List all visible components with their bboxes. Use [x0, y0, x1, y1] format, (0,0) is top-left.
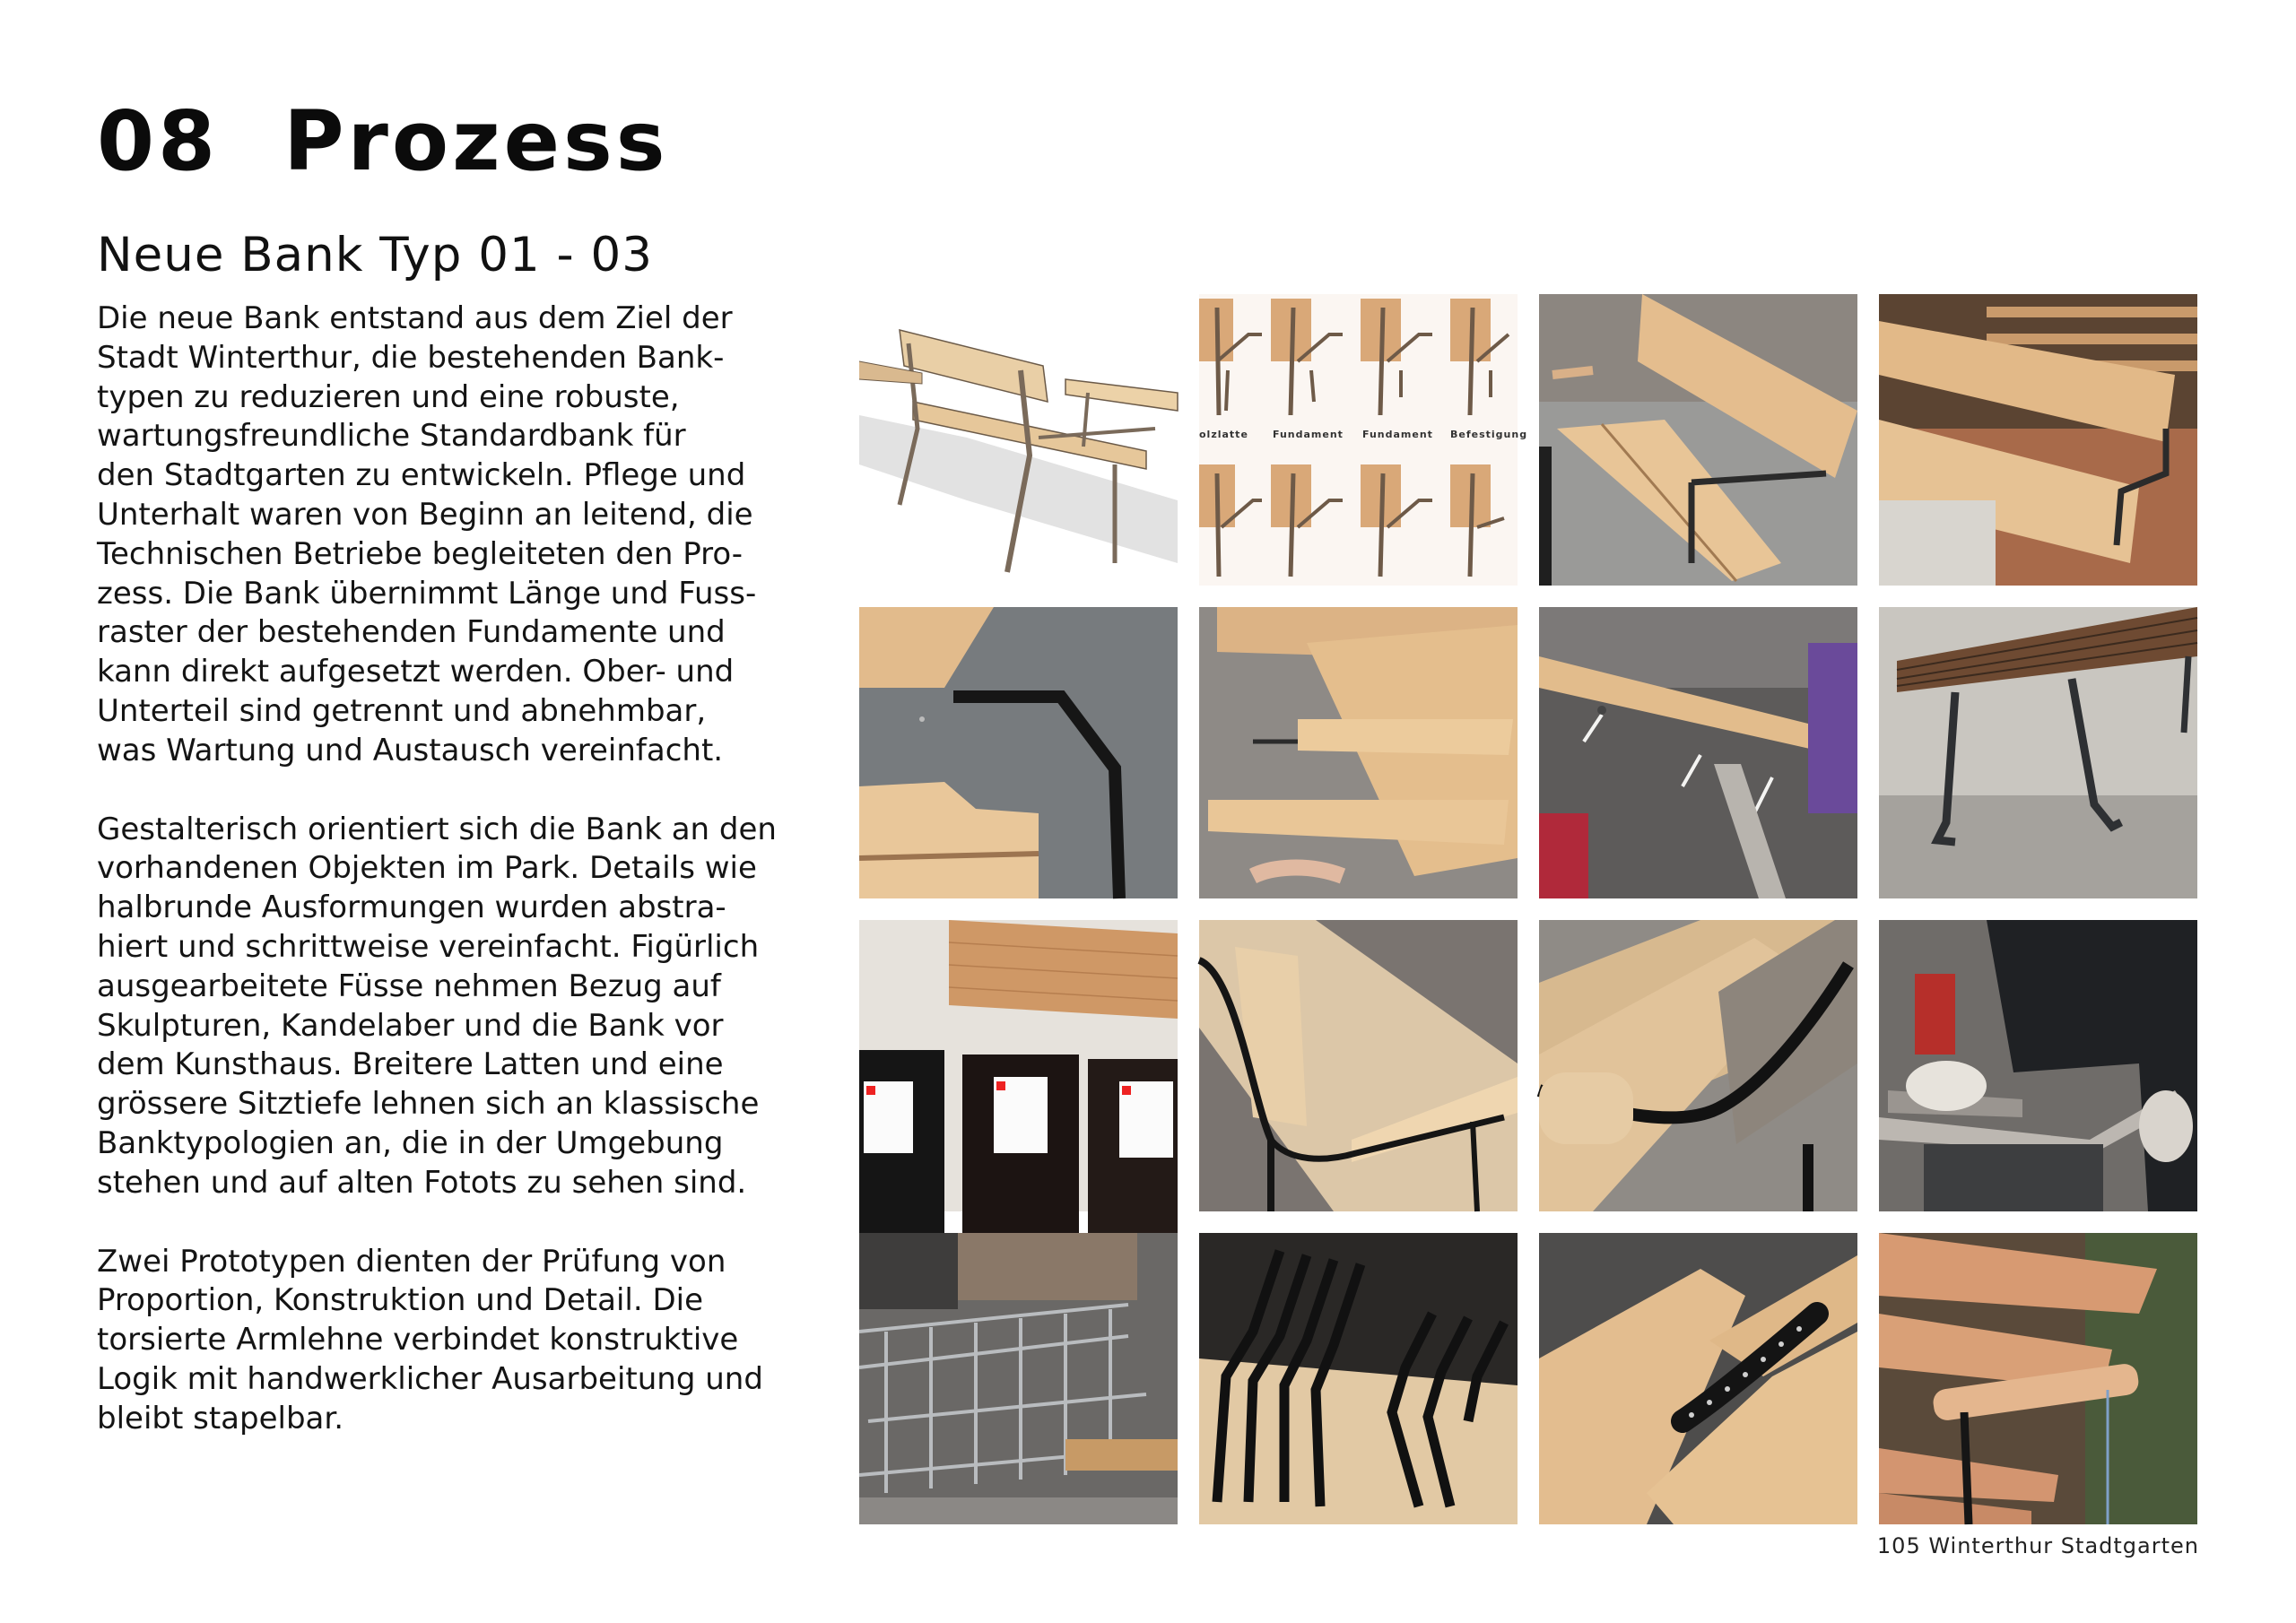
- text-line: Unterhalt waren von Beginn an leitend, die: [97, 496, 753, 533]
- text-line: was Wartung und Austausch vereinfacht.: [97, 732, 724, 768]
- text-line: torsierte Armlehne verbindet konstruktive: [97, 1322, 739, 1358]
- text-line: vorhandenen Objekten im Park. Details wie: [97, 850, 757, 887]
- page-caption: 105 Winterthur Stadtgarten: [1876, 1533, 2199, 1558]
- text-line: Banktypologien an, die in der Umgebung: [97, 1124, 724, 1161]
- text-line: Technischen Betriebe begleiteten den Pro-: [97, 535, 744, 572]
- text-line: hiert und schrittweise vereinfacht. Figürlich: [97, 928, 760, 965]
- photo-armrest-in-hand: [1199, 607, 1518, 898]
- text-line: typen zu reduzieren und eine robuste,: [97, 378, 680, 415]
- text-line: Die neue Bank entstand aus dem Ziel der: [97, 300, 733, 336]
- page-title: 08 Prozess: [97, 93, 669, 189]
- photo-grid: [859, 294, 2199, 1524]
- text-line: den Stadtgarten zu entwickeln. Pflege und: [97, 457, 746, 494]
- text-line: stehen und auf alten Fotots zu sehen sind.: [97, 1164, 747, 1201]
- text-line: kann direkt aufgesetzt werden. Ober- und: [97, 654, 735, 690]
- text-line: Stadt Winterthur, die bestehenden Bank-: [97, 339, 725, 376]
- text-line: halbrunde Ausformungen wurden abstra-: [97, 890, 726, 926]
- text-line: Proportion, Konstruktion und Detail. Die: [97, 1282, 703, 1319]
- photo-black-frames: [1199, 1233, 1518, 1524]
- photo-bench-render: [859, 294, 1178, 586]
- text-line: zess. Die Bank übernimmt Länge und Fuss-: [97, 575, 757, 612]
- photo-color-samples: [859, 920, 1178, 1211]
- paragraph-design: [97, 811, 814, 1203]
- variant-label: Befestigung: [1450, 429, 1528, 440]
- photo-connector-plate: [1539, 1233, 1857, 1524]
- text-line: dem Kunsthaus. Breitere Latten und eine: [97, 1046, 724, 1083]
- photo-prototype-bench-angle: [1879, 294, 2197, 586]
- paragraph-prototypes: [97, 1243, 814, 1439]
- variant-label: Fundament: [1273, 429, 1344, 440]
- text-line: bleibt stapelbar.: [97, 1400, 344, 1436]
- text-line: Gestalterisch orientiert sich die Bank an den: [97, 811, 777, 847]
- text-line: ausgearbeitete Füsse nehmen Bezug auf: [97, 968, 721, 1004]
- text-line: raster der bestehenden Fundamente und: [97, 614, 726, 651]
- photo-prototype-bench-workshop: [1539, 294, 1857, 586]
- photo-bench-in-park: [1879, 1233, 2197, 1524]
- photo-bench-dark-wood: [1879, 607, 2197, 898]
- paragraph-intro: [97, 299, 814, 771]
- photo-prototype-armrest-curve: [1199, 920, 1518, 1211]
- body-text: [97, 299, 814, 1479]
- variant-label: Fundament: [1362, 429, 1433, 440]
- variant-label: olzlatte: [1199, 429, 1248, 440]
- photo-armrest-detail: [859, 607, 1178, 898]
- photo-steel-frames-stacked: [859, 1233, 1178, 1524]
- text-line: Logik mit handwerklicher Ausarbeitung und: [97, 1360, 763, 1397]
- photo-armrest-workshop: [1539, 607, 1857, 898]
- text-line: Skulpturen, Kandelaber und die Bank vor: [97, 1007, 724, 1044]
- photo-bench-variants: [1199, 294, 1528, 586]
- photo-armrest-closeup: [1539, 920, 1857, 1211]
- page-subtitle: Neue Bank Typ 01 - 03: [97, 228, 653, 282]
- text-line: Unterteil sind getrennt und abnehmbar,: [97, 692, 707, 729]
- text-line: Zwei Prototypen dienten der Prüfung von: [97, 1243, 726, 1280]
- text-line: wartungsfreundliche Standardbank für: [97, 418, 686, 455]
- photo-forging-armrest: [1879, 920, 2197, 1211]
- text-line: grössere Sitztiefe lehnen sich an klassische: [97, 1086, 760, 1123]
